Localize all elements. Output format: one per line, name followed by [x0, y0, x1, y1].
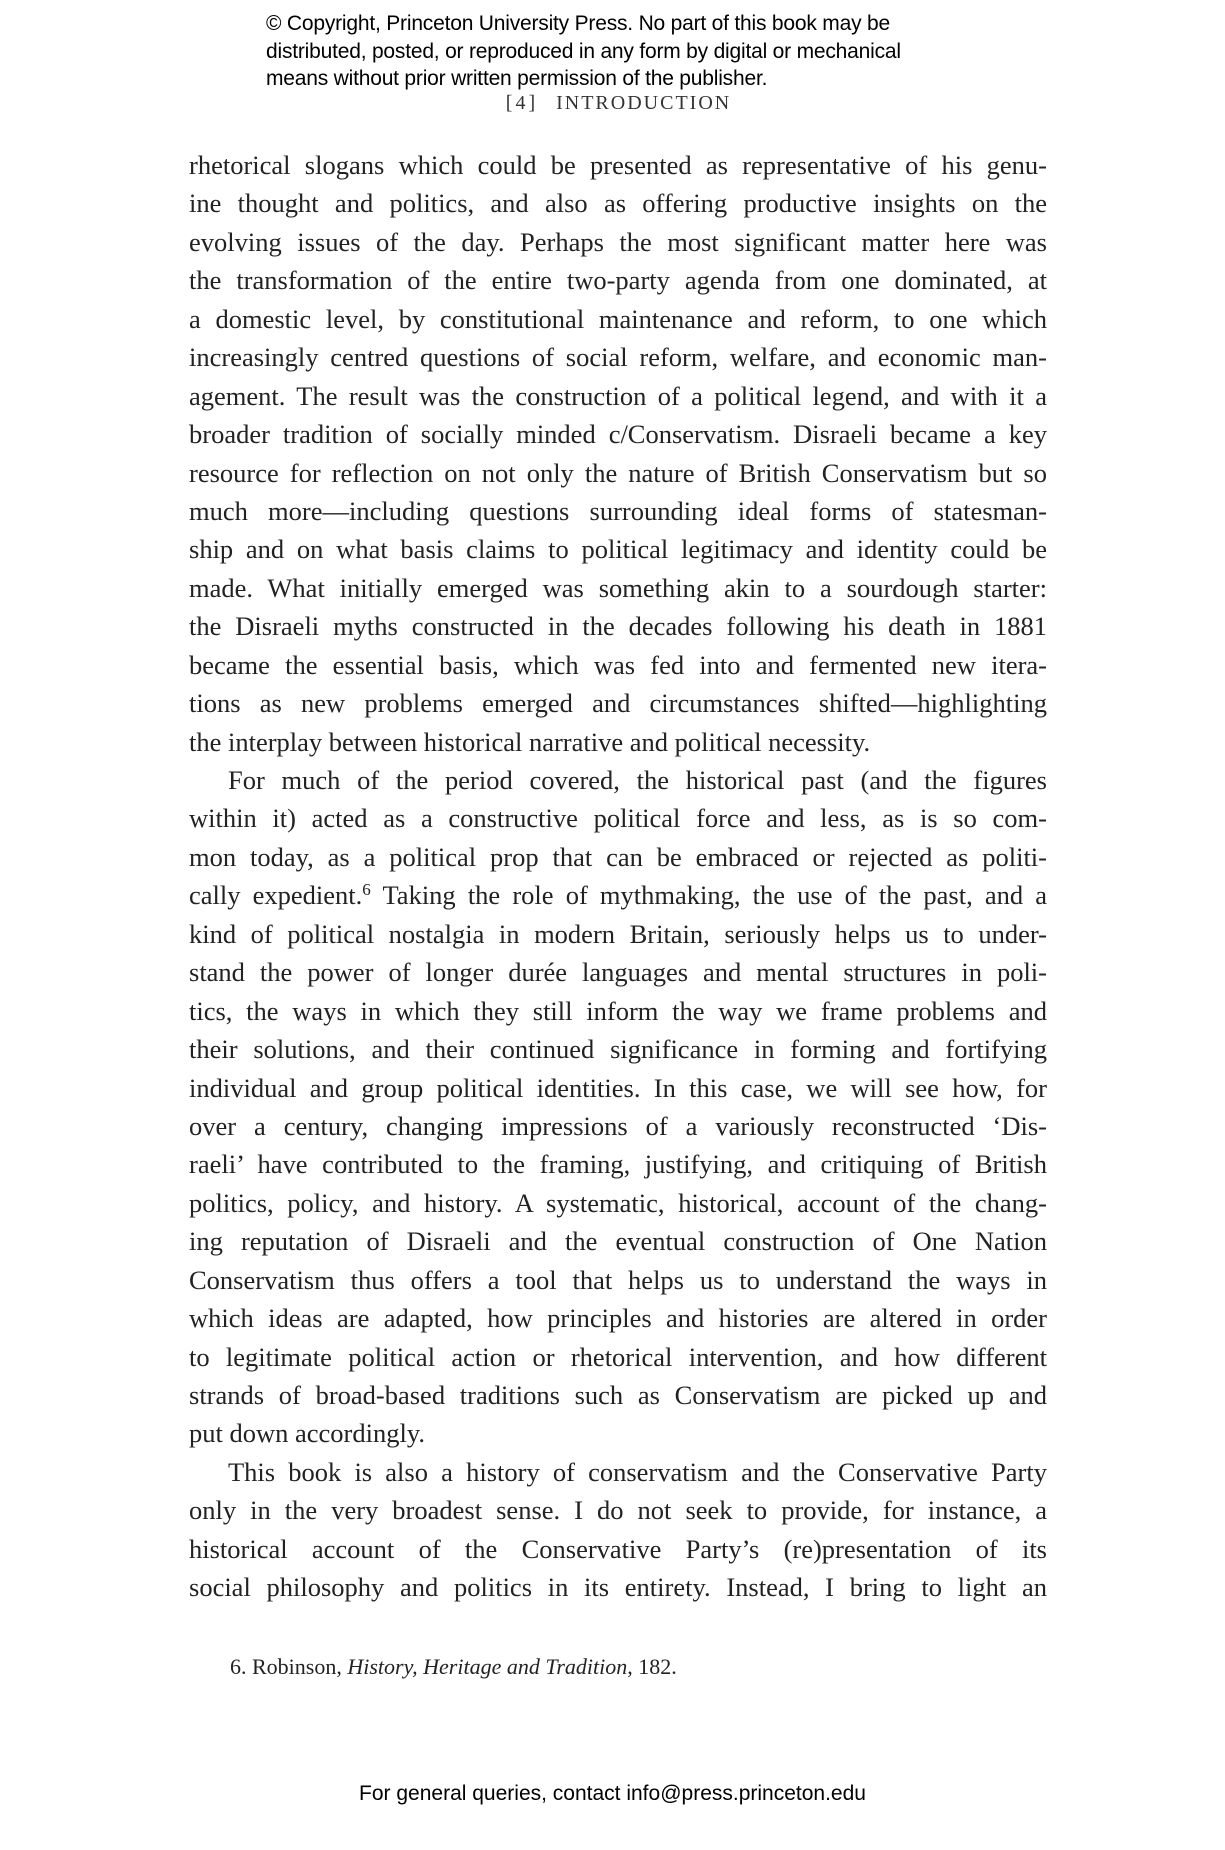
text-line: Conservatism thus offers a tool that helps us to understand the ways in — [189, 1264, 1047, 1295]
text-segment: cally expedient. — [189, 880, 363, 911]
paragraph — [189, 1453, 1047, 1607]
text-segment: Taking the role of mythmaking, the use of the past, and a — [370, 880, 1048, 911]
text-line: strands of broad-based traditions such as Conservatism are picked up and — [189, 1380, 1047, 1410]
text-line: ship and on what basis claims to political legitimacy and identity could be — [189, 534, 1047, 565]
text-line: politics, policy, and history. A systematic, historical, account of the chang- — [189, 1187, 1047, 1218]
text-line: to legitimate political action or rhetorical intervention, and how different — [189, 1341, 1047, 1372]
text-line: their solutions, and their continued significance in forming and fortifying — [189, 1034, 1047, 1065]
text-line: evolving issues of the day. Perhaps the most significant matter here was — [189, 226, 1047, 257]
text-line: historical account of the Conservative Party’s (re)presentation of its — [189, 1533, 1047, 1564]
page-number: [4] — [505, 92, 539, 114]
text-line: raeli’ have contributed to the framing, justifying, and critiquing of British — [189, 1149, 1047, 1180]
text-line: mon today, as a political prop that can be embraced or rejected as politi- — [189, 841, 1047, 872]
copyright-notice — [266, 10, 901, 93]
text-line: tics, the ways in which they still inform the way we frame problems and — [189, 995, 1047, 1026]
body-text — [189, 146, 1047, 1607]
text-line: much more—including questions surrounding ideal forms of statesman- — [189, 495, 1047, 526]
text-line: individual and group political identities. In this case, we will see how, for — [189, 1072, 1047, 1103]
text-line: rhetorical slogans which could be presented as representative of his genu- — [189, 150, 1047, 180]
text-line: stand the power of longer durée languages and mental structures in poli- — [189, 957, 1047, 988]
copyright-line: means without prior written permission of the publisher. — [266, 67, 768, 90]
text-line — [189, 876, 1047, 914]
paragraph — [189, 761, 1047, 1453]
text-line: broader tradition of socially minded c/Conservatism. Disraeli became a key — [189, 419, 1047, 450]
paragraph — [189, 146, 1047, 761]
text-line: increasingly centred questions of social reform, welfare, and economic man- — [189, 342, 1047, 373]
text-line: the Disraeli myths constructed in the decades following his death in 1881 — [189, 611, 1047, 642]
text-line: put down accordingly. — [189, 1418, 425, 1449]
text-line: a domestic level, by constitutional maintenance and reform, to one which — [189, 303, 1047, 334]
footnote-title: History, Heritage and Tradition — [347, 1654, 628, 1679]
text-line: tions as new problems emerged and circumstances shifted—highlighting — [189, 688, 1047, 719]
text-line: the interplay between historical narrative and political necessity. — [189, 726, 871, 757]
text-line: made. What initially emerged was something akin to a sourdough starter: — [189, 572, 1047, 603]
footnote-reference[interactable]: 6 — [362, 880, 371, 900]
text-line: within it) acted as a constructive political force and less, as is so com- — [189, 803, 1047, 834]
text-line: kind of political nostalgia in modern Britain, seriously helps us to under- — [189, 918, 1047, 949]
footnote-author: Robinson, — [252, 1654, 342, 1679]
copyright-line: distributed, posted, or reproduced in any form by digital or mechanical — [266, 39, 901, 63]
text-line: This book is also a history of conservatism and the Conservative Party — [228, 1456, 1047, 1487]
text-line: ine thought and politics, and also as offering productive insights on the — [189, 188, 1047, 219]
text-line: became the essential basis, which was fed into and fermented new itera- — [189, 649, 1047, 680]
text-line: only in the very broadest sense. I do not seek to provide, for instance, a — [189, 1495, 1047, 1526]
footnote — [230, 1654, 677, 1680]
text-line: For much of the period covered, the historical past (and the figures — [228, 765, 1047, 795]
copyright-line: © Copyright, Princeton University Press. No part of this book may be — [266, 12, 890, 35]
text-line: agement. The result was the construction of a political legend, and with it a — [189, 380, 1047, 411]
text-line: the transformation of the entire two-party agenda from one dominated, at — [189, 265, 1047, 296]
footnote-number: 6. — [230, 1654, 247, 1679]
text-line: which ideas are adapted, how principles and histories are altered in order — [189, 1303, 1047, 1334]
running-head — [0, 92, 1225, 115]
text-line: over a century, changing impressions of a variously reconstructed ‘Dis- — [189, 1110, 1047, 1141]
footnote-page: , 182. — [627, 1654, 677, 1679]
text-line: social philosophy and politics in its entirety. Instead, I bring to light an — [189, 1572, 1047, 1603]
footer-contact: For general queries, contact info@press.princeton.edu — [359, 1782, 866, 1805]
chapter-title: INTRODUCTION — [556, 92, 732, 114]
text-line: resource for reflection on not only the nature of British Conservatism but so — [189, 457, 1047, 488]
text-line: ing reputation of Disraeli and the eventual construction of One Nation — [189, 1226, 1047, 1257]
